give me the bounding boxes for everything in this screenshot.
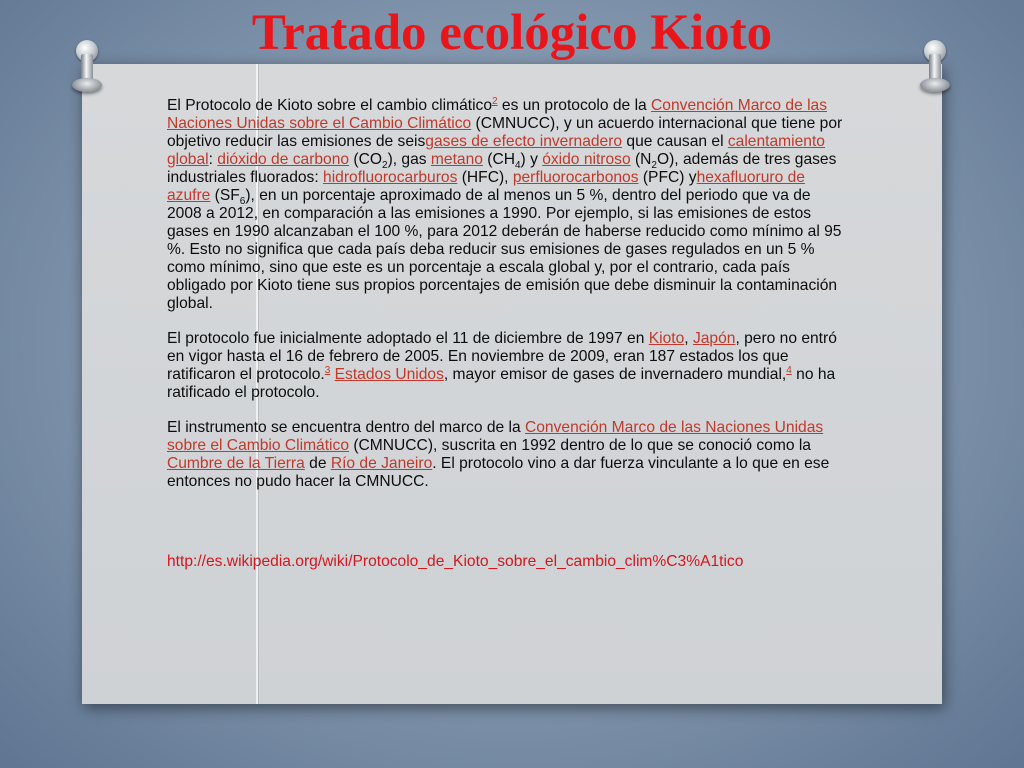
link-rio-de-janeiro[interactable]: Río de Janeiro xyxy=(330,455,433,472)
link-estados-unidos[interactable]: Estados Unidos xyxy=(334,366,444,383)
link-gases-efecto-invernadero[interactable]: gases de efecto invernadero xyxy=(425,133,623,150)
link-perfluorocarbonos[interactable]: perfluorocarbonos xyxy=(512,169,639,186)
link-cmnucc-2[interactable]: Convención Marco de las Naciones Unidas sobre el Cambio Climático xyxy=(167,419,824,454)
link-hidrofluorocarburos[interactable]: hidrofluorocarburos xyxy=(323,169,458,186)
link-kioto[interactable]: Kioto xyxy=(648,330,685,347)
reference-3[interactable]: 3 xyxy=(324,364,331,376)
link-hexafluoruro-de-azufre[interactable]: hexafluoruro de azufre xyxy=(167,169,805,204)
link-japon[interactable]: Japón xyxy=(692,330,736,347)
link-calentamiento-global[interactable]: calentamiento global xyxy=(167,133,825,168)
paragraph-3: El instrumento se encuentra dentro del marco de la Convención Marco de las Naciones Unidas sobre el Cambio Climático (CMNUCC), suscrita en 1992 dentro de lo que se conoció como la Cumbre de la Tierra de Río de Janeiro. El protocolo vino a dar fuerza vinculante a lo que en ese entonces no pudo hacer la CMNUCC. xyxy=(167,419,830,490)
reference-4[interactable]: 4 xyxy=(786,364,792,376)
slide-body xyxy=(167,97,847,588)
link-cmnucc[interactable]: Convención Marco de las Naciones Unidas sobre el Cambio Climático xyxy=(167,97,828,132)
source-url-link[interactable]: http://es.wikipedia.org/wiki/Protocolo_de_Kioto_sobre_el_cambio_clim%C3%A1tico xyxy=(167,553,744,570)
slide-title: Tratado ecológico Kioto xyxy=(251,5,773,61)
link-oxido-nitroso[interactable]: óxido nitroso xyxy=(542,151,631,168)
paragraph-1: El Protocolo de Kioto sobre el cambio climático$^2$ es un protocolo de la Convención Marco de las Naciones Unidas sobre el Cambio Climático (CMNUCC), y un acuerdo internacional que tiene por objetivo reducir las emisiones de seisgases de efecto invernadero que causan el calentamiento global: dióxido de carbono $(CO_2)$, gas metano $(CH_4)$ y óxido nitroso $(N_2O)$, además de tres gases industriales fluorados: hidrofluorocarburos (HFC), perfluorocarbonos (PFC) yhexafluoruro de azufre $(SF_6)$, en un porcentaje aproximado de al menos un 5 %, dentro del periodo que va de 2008 a 2012, en comparación a las emisiones a 1990. Por ejemplo, si las emisiones de estos gases en 1990 alcanzaban el 100 %, para 2012 deberán de haberse reducido como mínimo al 95 %. Esto no significa que cada país deba reducir sus emisiones de gases regulados en un 5 % como mínimo, sino que este es un porcentaje a escala global y, por el contrario, cada país obligado por Kioto tiene sus propios porcentajes de emisión que debe disminuir la contaminación global. xyxy=(167,95,843,312)
reference-2[interactable]: 2 xyxy=(492,95,498,107)
link-dioxido-de-carbono[interactable]: dióxido de carbono xyxy=(217,151,350,168)
paragraph-2: El protocolo fue inicialmente adoptado el 11 de diciembre de 1997 en Kioto, Japón, pero no entró en vigor hasta el 16 de febrero de 2005. En noviembre de 2009, eran 187 estados los que ratificaron el protocolo.$^3$ Estados Unidos, mayor emisor de gases de invernadero mundial,$^4$ no ha ratificado el protocolo. xyxy=(167,330,837,401)
link-metano[interactable]: metano xyxy=(430,151,483,168)
link-cumbre-de-la-tierra[interactable]: Cumbre de la Tierra xyxy=(167,455,305,472)
